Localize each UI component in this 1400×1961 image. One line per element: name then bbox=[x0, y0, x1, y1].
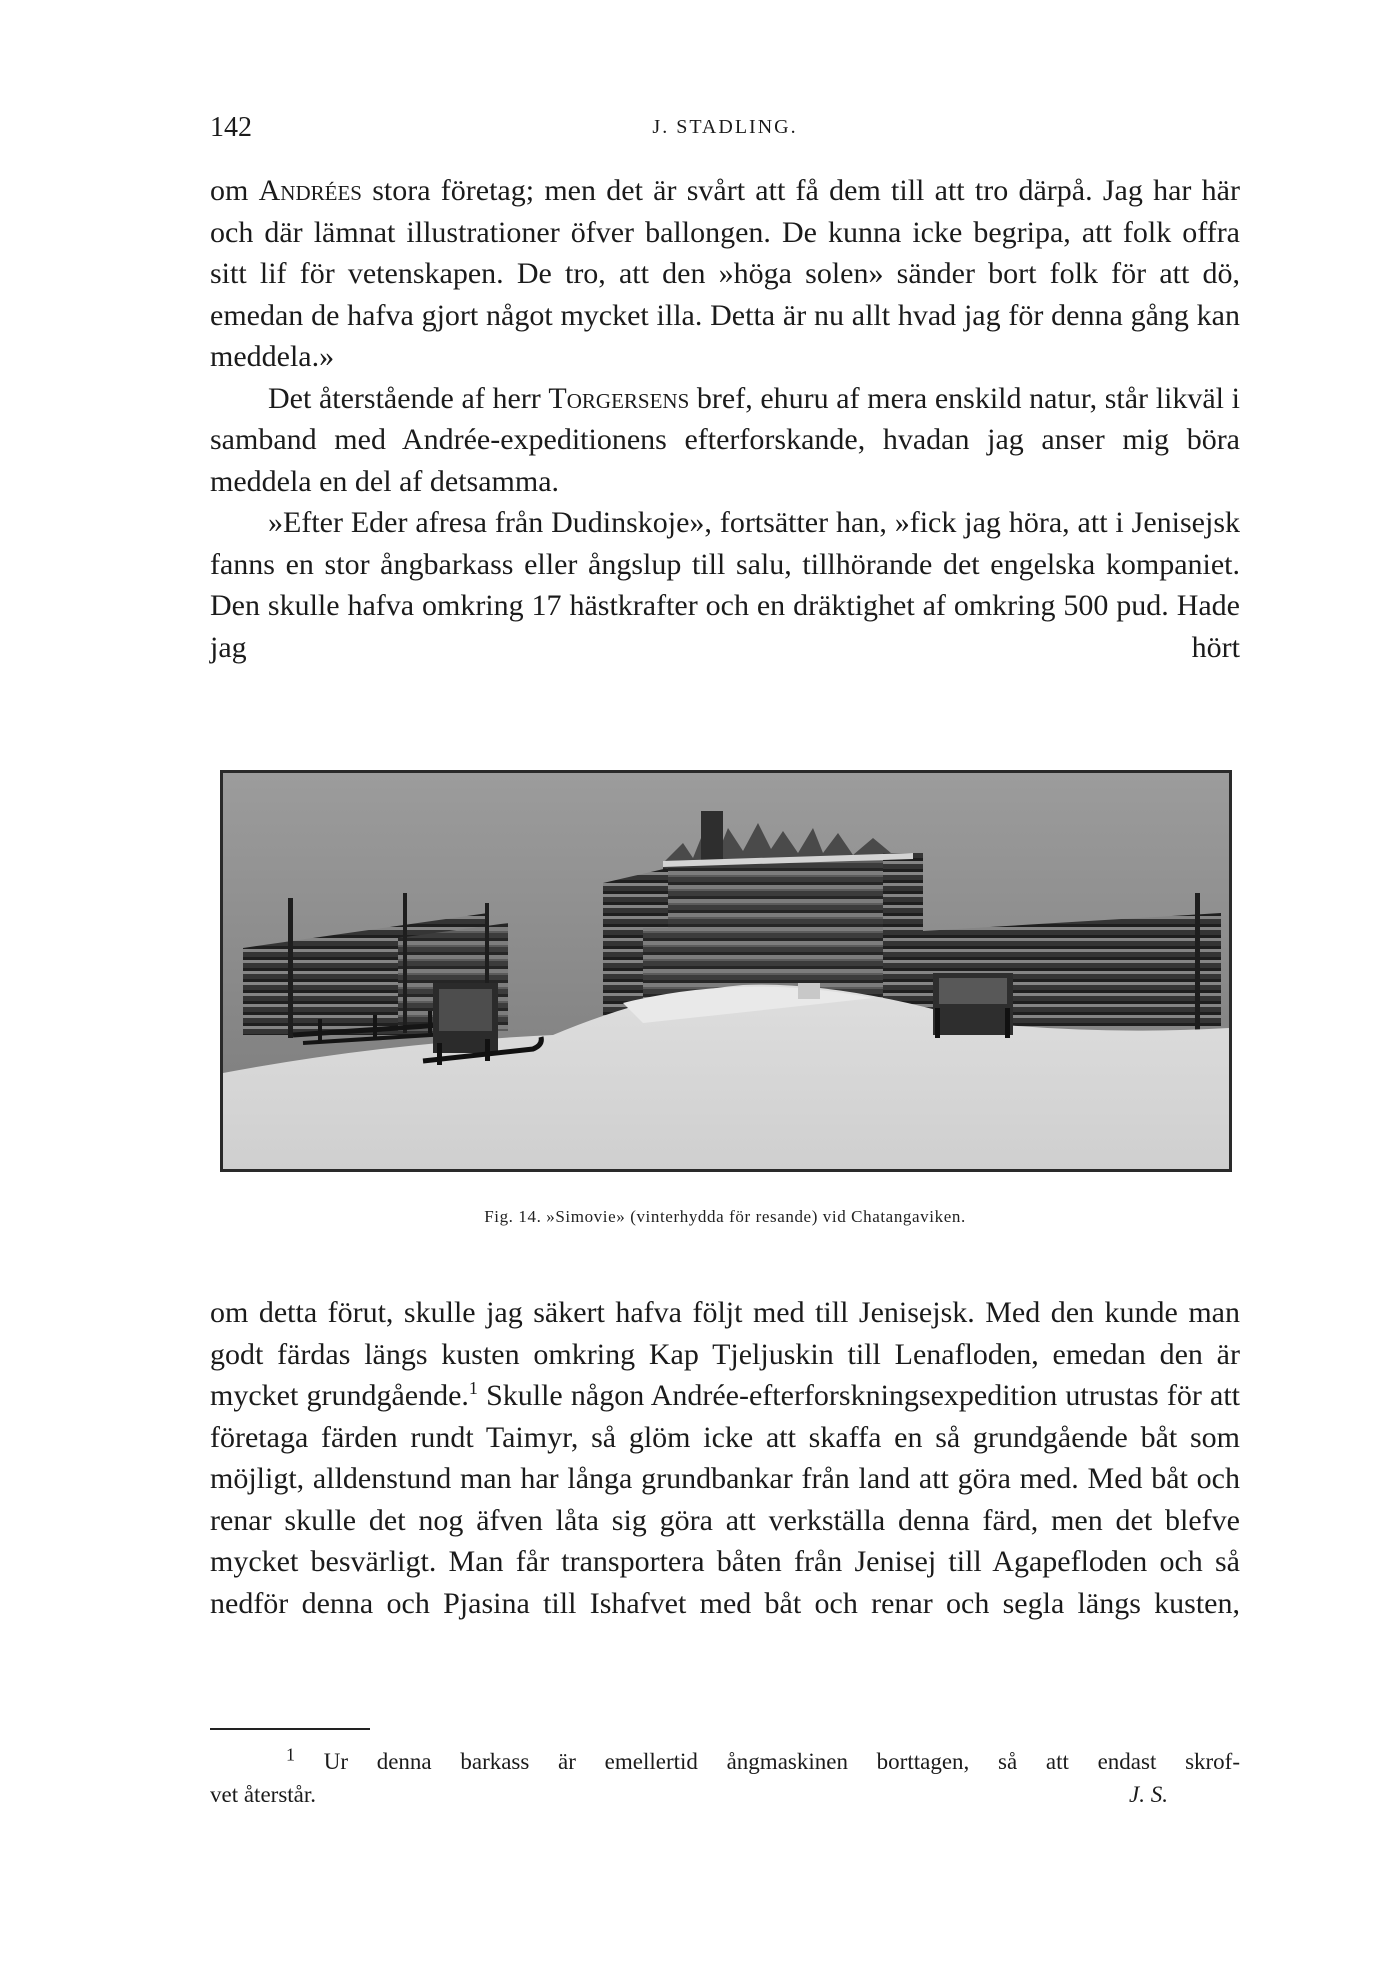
name-smallcaps: Torgersens bbox=[548, 381, 690, 415]
footnote-text-2: vet återstår. bbox=[210, 1782, 317, 1807]
body-text-top bbox=[210, 170, 1240, 668]
post bbox=[288, 898, 293, 1038]
paragraph bbox=[210, 378, 1240, 503]
post bbox=[1195, 893, 1200, 1033]
text-run: om detta förut, skulle jag säkert hafva följt med till Jenisejsk. Med den kunde man godt färdas längs kusten omkring Kap Tjeljuskin till Lenafloden, emedan den är mycket grundgående. bbox=[210, 1296, 1240, 1412]
sledge-right bbox=[933, 973, 1013, 1038]
footnote-signature: J. S. bbox=[1129, 1782, 1168, 1807]
page-number: 142 bbox=[210, 112, 252, 143]
footnote-text-1: Ur denna barkass är emellertid ångmaskinen borttagen, så att endast skrof- bbox=[323, 1749, 1240, 1774]
text-run: Det återstående af herr bbox=[268, 381, 549, 415]
page-header bbox=[210, 112, 1240, 152]
figure-photo bbox=[220, 770, 1232, 1172]
name-smallcaps: Andrées bbox=[258, 174, 362, 207]
paragraph bbox=[210, 502, 1240, 668]
footnote-marker: 1 bbox=[286, 1744, 295, 1765]
text-run: stora företag; men det är svårt att få dem till att tro därpå. Jag har här och där lämnat illustrationer öfver ballongen. De kunna icke begripa, att folk offra sitt lif för vetenskapen. De tro, att den »höga solen» sänder bort folk för att dö, emedan de hafva gjort något mycket illa. Detta är nu allt hvad jag för denna gång kan meddela.» bbox=[210, 174, 1240, 373]
running-head: J. STADLING. bbox=[652, 116, 798, 138]
log-hut-photo bbox=[223, 773, 1229, 1169]
paragraph bbox=[210, 1292, 1240, 1624]
text-run: Skulle någon Andrée-efterforskningsexpedition utrustas för att företaga färden rundt Taimyr, så glöm icke att skaffa en så grundgående båt som möjligt, alldenstund man har långa grundbankar från land att göra med. Med båt och renar skulle det nog äfven låta sig göra att verkställa denna färd, men det blefve mycket besvärligt. Man får transportera båten från Jenisej till Agapefloden och så nedför denna och Pjasina till Ishafvet med båt och renar och segla längs kusten, bbox=[210, 1379, 1240, 1620]
window-patch bbox=[798, 983, 820, 999]
post bbox=[403, 893, 407, 1033]
paragraph bbox=[210, 170, 1240, 378]
chimney bbox=[701, 811, 723, 863]
footnote-line-2 bbox=[210, 1778, 1240, 1811]
text-run: »Efter Eder afresa från Dudinskoje», fortsätter han, »fick jag höra, att i Jenisejsk fanns en stor ångbarkass eller ångslup till salu, tillhörande det engelska kompaniet. Den skulle hafva omkring 17 hästkrafter och en dräktighet af omkring 500 pud. Hade jag hört bbox=[210, 506, 1240, 664]
footnote-divider bbox=[210, 1728, 370, 1730]
text-run: om bbox=[210, 174, 259, 207]
footnote-line-1 bbox=[210, 1745, 1240, 1778]
footnote bbox=[210, 1745, 1240, 1811]
figure-caption: Fig. 14. »Simovie» (vinterhydda för resande) vid Chatangaviken. bbox=[484, 1207, 966, 1226]
body-text-bottom bbox=[210, 1292, 1240, 1624]
text-run: bref, ehuru af mera enskild natur, står likväl i samband med Andrée-expeditionens efterforskande, hvadan jag anser mig böra meddela en del af detsamma. bbox=[210, 381, 1240, 498]
footnote-reference: 1 bbox=[468, 1378, 478, 1398]
